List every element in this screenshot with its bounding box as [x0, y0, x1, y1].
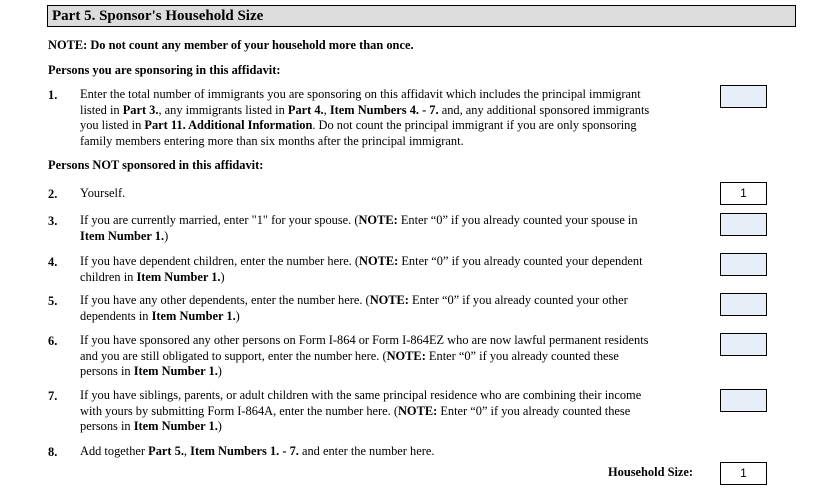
section-not-sponsored-title: Persons NOT sponsored in this affidavit:	[48, 158, 264, 172]
bold-reference: NOTE:	[369, 293, 409, 307]
bold-reference: Item Number 1.	[80, 228, 165, 243]
instruction-text: )	[217, 419, 222, 434]
bold-reference: Part 5.	[148, 444, 184, 458]
instruction-line	[80, 404, 710, 420]
bold-reference: Part 11. Additional Information	[144, 118, 313, 133]
item-number: 7.	[48, 389, 58, 403]
item-instructions	[80, 254, 710, 285]
instruction-line	[80, 349, 710, 365]
item-4-count-field[interactable]	[720, 253, 767, 276]
bold-reference: NOTE:	[386, 348, 426, 363]
instruction-text: , any immigrants listed in	[158, 102, 288, 117]
instruction-text: Enter “0” if you already counted your spouse in	[397, 213, 638, 227]
item-instructions	[80, 444, 710, 460]
instruction-text: If you have any other dependents, enter the number here. (	[80, 293, 370, 307]
household-size-field[interactable]: 1	[720, 462, 767, 485]
item-number: 1.	[48, 88, 58, 102]
item-3-count-field[interactable]	[720, 213, 767, 236]
instruction-text: )	[220, 269, 225, 284]
instruction-line	[80, 388, 710, 404]
item-1-count-field[interactable]	[720, 85, 767, 108]
instruction-line	[80, 229, 710, 245]
instruction-text: Enter “0” if you already counted these	[425, 348, 619, 363]
item-7-count-field[interactable]	[720, 389, 767, 412]
instruction-text: If you have sponsored any other persons on Form I-864 or Form I-864EZ who are now lawful permanent residents	[80, 333, 649, 347]
item-number: 4.	[48, 255, 58, 269]
instruction-text: and enter the number here.	[298, 444, 435, 458]
instruction-line	[80, 118, 710, 134]
bold-reference: Item Numbers 4. - 7.	[329, 102, 439, 117]
item-instructions	[80, 87, 710, 149]
item-5-count-field[interactable]	[720, 293, 767, 316]
instruction-text: and, any additional sponsored immigrants	[438, 102, 650, 117]
instruction-line	[80, 333, 710, 349]
part-header	[47, 5, 796, 27]
instruction-text: dependents in	[80, 308, 152, 323]
instruction-line	[80, 134, 710, 150]
instruction-text: )	[217, 364, 222, 379]
item-instructions	[80, 333, 710, 380]
instruction-line	[80, 103, 710, 119]
item-number: 8.	[48, 445, 58, 459]
bold-reference: Part 4.	[287, 102, 324, 117]
instruction-text: children in	[80, 269, 137, 284]
instruction-line	[80, 213, 710, 229]
item-instructions	[80, 186, 710, 202]
instruction-text: family members entering more than six months after the principal immigrant.	[80, 133, 464, 148]
instruction-text: Add together	[80, 444, 149, 458]
instruction-text: Enter “0” if you already counted your other	[408, 293, 628, 307]
instruction-text: you listed in	[80, 118, 145, 133]
instruction-text: ,	[183, 444, 191, 458]
bold-reference: Item Number 1.	[151, 308, 236, 323]
instruction-text: If you are currently married, enter "1" for your spouse. (	[80, 213, 359, 227]
instruction-line	[80, 309, 710, 325]
part-title: Part 5. Sponsor's Household Size	[52, 8, 264, 24]
instruction-line	[80, 364, 710, 380]
instruction-text: If you have siblings, parents, or adult children with the same principal residence who are combining their income	[80, 388, 642, 402]
section-sponsored-title: Persons you are sponsoring in this affidavit:	[48, 63, 281, 77]
bold-reference: NOTE:	[397, 403, 438, 418]
item-number: 3.	[48, 214, 58, 228]
instruction-line	[80, 186, 710, 202]
instruction-text: Enter “0” if you already counted these	[437, 403, 631, 418]
item-number: 5.	[48, 294, 58, 308]
instruction-text: Enter “0” if you already counted your dependent	[398, 254, 643, 268]
item-2-count-field[interactable]: 1	[720, 182, 767, 205]
instruction-text: and you are still obligated to support, enter the number here. (	[80, 348, 387, 363]
instruction-text: ,	[323, 102, 330, 117]
instruction-text: If you have dependent children, enter the number here. (	[80, 254, 360, 268]
instruction-line	[80, 419, 710, 435]
instruction-text: persons in	[80, 364, 134, 379]
bold-reference: Item Number 1.	[133, 419, 218, 434]
bold-reference: Part 3.	[122, 102, 159, 117]
instruction-line	[80, 444, 710, 460]
instruction-line	[80, 254, 710, 270]
instruction-text: Yourself.	[80, 186, 126, 200]
instruction-line	[80, 270, 710, 286]
item-6-count-field[interactable]	[720, 333, 767, 356]
bold-reference: NOTE:	[358, 213, 398, 227]
item-instructions	[80, 293, 710, 324]
instruction-line	[80, 293, 710, 309]
instruction-text: persons in	[80, 419, 134, 434]
instruction-text: )	[235, 308, 240, 323]
instruction-text: with yours by submitting Form I-864A, enter the number here. (	[80, 403, 398, 418]
instruction-text: . Do not count the principal immigrant if you are only sponsoring	[312, 118, 637, 133]
household-size-label: Household Size:	[608, 465, 694, 479]
item-number: 6.	[48, 334, 58, 348]
instruction-text: Enter the total number of immigrants you are sponsoring on this affidavit which includes the principal immigrant	[80, 87, 641, 101]
bold-reference: NOTE:	[359, 254, 399, 268]
instruction-line	[80, 87, 710, 103]
item-instructions	[80, 213, 710, 244]
household-note: NOTE: Do not count any member of your household more than once.	[48, 38, 414, 52]
instruction-text: )	[164, 228, 169, 243]
bold-reference: Item Number 1.	[136, 269, 221, 284]
item-number: 2.	[48, 187, 58, 201]
item-instructions	[80, 388, 710, 435]
bold-reference: Item Number 1.	[133, 364, 218, 379]
instruction-text: listed in	[80, 102, 123, 117]
bold-reference: Item Numbers 1. - 7.	[190, 444, 299, 458]
